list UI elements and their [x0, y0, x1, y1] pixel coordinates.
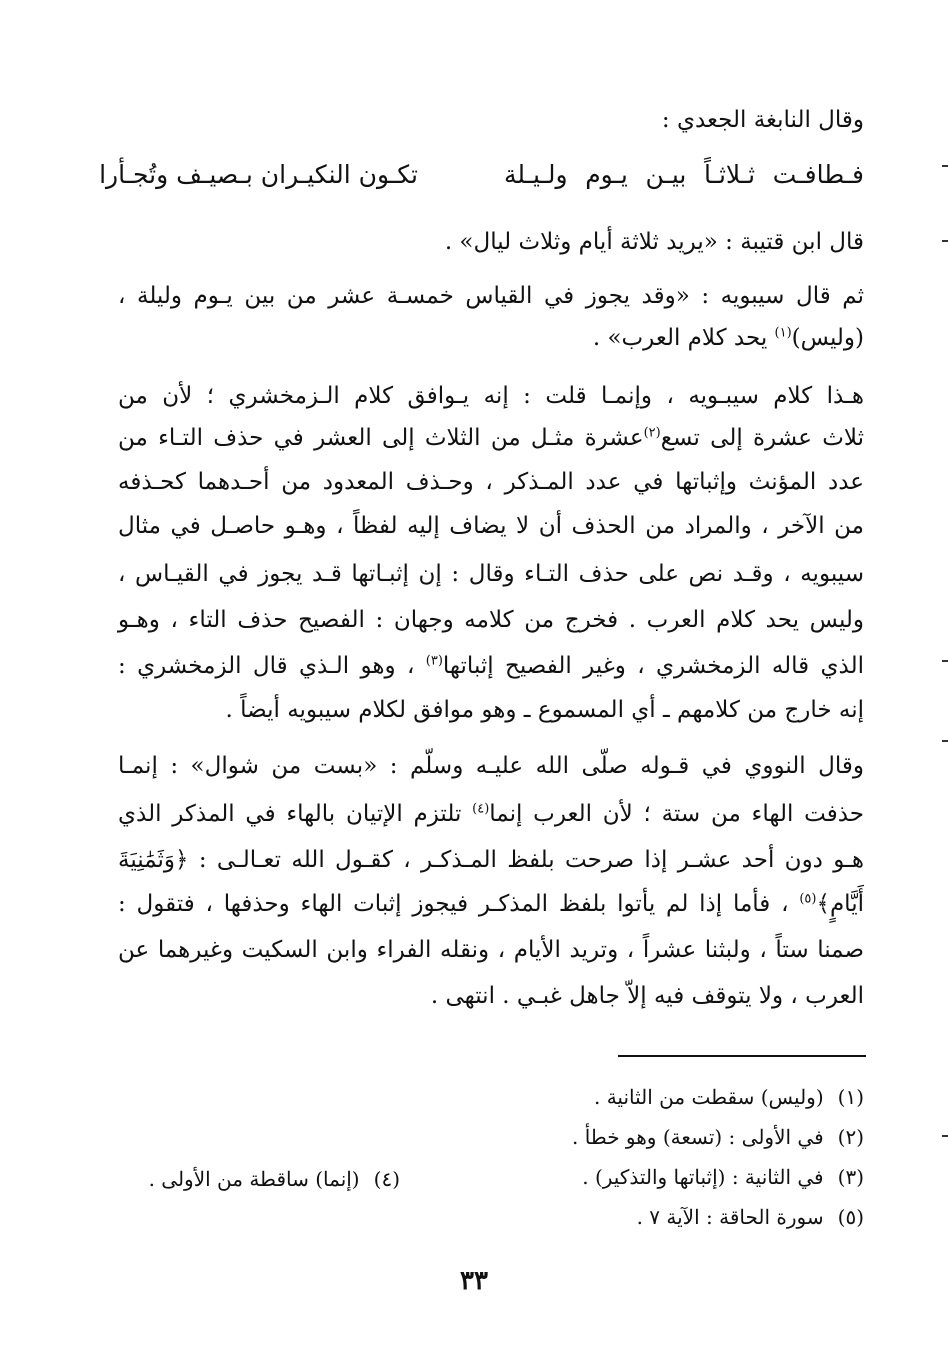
text-fragment: عشرة مثـل من الثلاث إلى العشر في حذف التـاء من — [118, 425, 644, 451]
text-fragment: ، فأما إذا لم يأتوا بلفظ المذكـر فيجوز إثبات الهاء وحذفها ، فتقول : — [118, 891, 800, 917]
paragraph-4-line-4 — [118, 884, 864, 924]
footnote-number: (٥) — [837, 1205, 864, 1229]
text-fragment: حذفت الهاء من ستة ؛ لأن العرب إنما — [489, 801, 865, 827]
footnote-text: في الأولى : (تسعة) وهو خطأ . — [571, 1125, 824, 1149]
scan-margin-mark — [942, 1135, 948, 1137]
paragraph-3-line-4: من الآخر ، والمراد من الحذف أن لا يضاف إليه لفظاً ، وهـو حاصـل في مثال — [118, 513, 864, 539]
footnote-text: في الثانية : (إثباتها والتذكير) . — [582, 1165, 824, 1189]
scan-margin-mark — [942, 165, 948, 167]
sibawayh-line-1: ثم قال سيبويه : «وقد يجوز في القياس خمسـة عشر من بين يـوم وليلة ، — [118, 283, 864, 309]
text-fragment: يحد كلام العرب» . — [592, 325, 775, 351]
scan-margin-mark — [942, 660, 948, 662]
verse-first-hemistich: فـطافـت ثـلاثـاً بيـن يـوم ولـيـلة — [504, 160, 864, 189]
page-number: ٣٣ — [460, 1266, 488, 1296]
text-fragment: ثلاث عشرة إلى تسع — [660, 425, 865, 451]
paragraph-4-line-2 — [118, 794, 864, 834]
paragraph-3-line-8: إنه خارج من كلامهم ـ أي المسموع ـ وهو موافق لكلام سيبويه أيضاً . — [225, 697, 864, 723]
footnote-number: (٤) — [373, 1167, 400, 1191]
verse-second-hemistich: تكـون النكيـران بـصيـف وتُجـأرا — [99, 160, 418, 189]
footnote-1 — [594, 1078, 864, 1116]
footnote-ref-3: (٣) — [425, 653, 443, 669]
footnote-number: (٢) — [837, 1125, 864, 1149]
footnote-ref-5: (٥) — [799, 891, 817, 907]
paragraph-3-line-5: سيبويه ، وقـد نص على حذف التـاء وقال : إن إثبـاتها قـد يجوز في القيـاس ، — [118, 561, 864, 587]
footnote-separator — [618, 1055, 866, 1057]
intro-line: وقال النابغة الجعدي : — [661, 107, 864, 133]
text-fragment: تلتزم الإتيان بالهاء في المذكر الذي — [118, 801, 473, 827]
paragraph-3-line-2 — [118, 418, 864, 458]
footnote-ref-2: (٢) — [643, 425, 661, 441]
footnote-ref-4: (٤) — [472, 801, 490, 817]
sibawayh-line-2 — [593, 318, 864, 358]
scan-margin-mark — [942, 240, 948, 242]
text-fragment: ، وهو الـذي قال الزمخشري : — [118, 653, 426, 679]
footnote-text: سورة الحاقة : الآية ٧ . — [636, 1205, 824, 1229]
ibn-qutayba-quote: قال ابن قتيبة : «يريد ثلاثة أيام وثلاث ليال» . — [444, 229, 864, 255]
paragraph-4-line-5: صمنا ستاً ، ولبثنا عشراً ، وتريد الأيام ، ونقله الفراء وابن السكيت وغيرهما عن — [118, 937, 864, 963]
paragraph-3-line-7 — [118, 646, 864, 686]
footnote-ref-1: (١) — [774, 325, 792, 341]
footnote-number: (١) — [837, 1085, 864, 1109]
paragraph-4-line-6: العرب ، ولا يتوقف فيه إلاّ جاهل غبـي . انتهى . — [430, 983, 864, 1009]
paragraph-3-line-1: هـذا كلام سيبـويه ، وإنمـا قلت : إنه يـوافق كلام الـزمخشري ؛ لأن من — [118, 383, 864, 409]
paragraph-3-line-6: وليس يحد كلام العرب . فخرج من كلامه وجهان : الفصيح حذف التاء ، وهـو — [118, 607, 864, 633]
footnote-text: (وليس) سقطت من الثانية . — [593, 1085, 824, 1109]
text-fragment: الذي قاله الزمخشري ، وغير الفصيح إثباتها — [442, 653, 864, 679]
footnote-2 — [572, 1118, 864, 1156]
footnote-number: (٣) — [837, 1165, 864, 1189]
paragraph-4-line-1: وقال النووي في قـوله صلّى الله عليـه وسلّم : «بست من شوال» : إنمـا — [118, 753, 864, 779]
footnote-text: (إنما) ساقطة من الأولى . — [148, 1167, 360, 1191]
paragraph-3-line-3: عدد المؤنث وإثباتها في عدد المـذكر ، وحـذف المعدود من أحـدهما كحـذفه — [118, 469, 864, 495]
footnote-5 — [637, 1198, 864, 1236]
paragraph-4-line-3: هـو دون أحد عشـر إذا صرحت بلفظ المـذكـر ، كقـول الله تعـالـى : ﴿وَثَمَٰنِيَةَ — [118, 847, 864, 873]
footnote-3 — [582, 1158, 864, 1196]
footnote-4 — [149, 1160, 400, 1198]
text-fragment: أَيَّامٍ﴾ — [816, 891, 864, 917]
scan-margin-mark — [942, 740, 948, 742]
text-fragment: (وليس) — [791, 325, 864, 351]
